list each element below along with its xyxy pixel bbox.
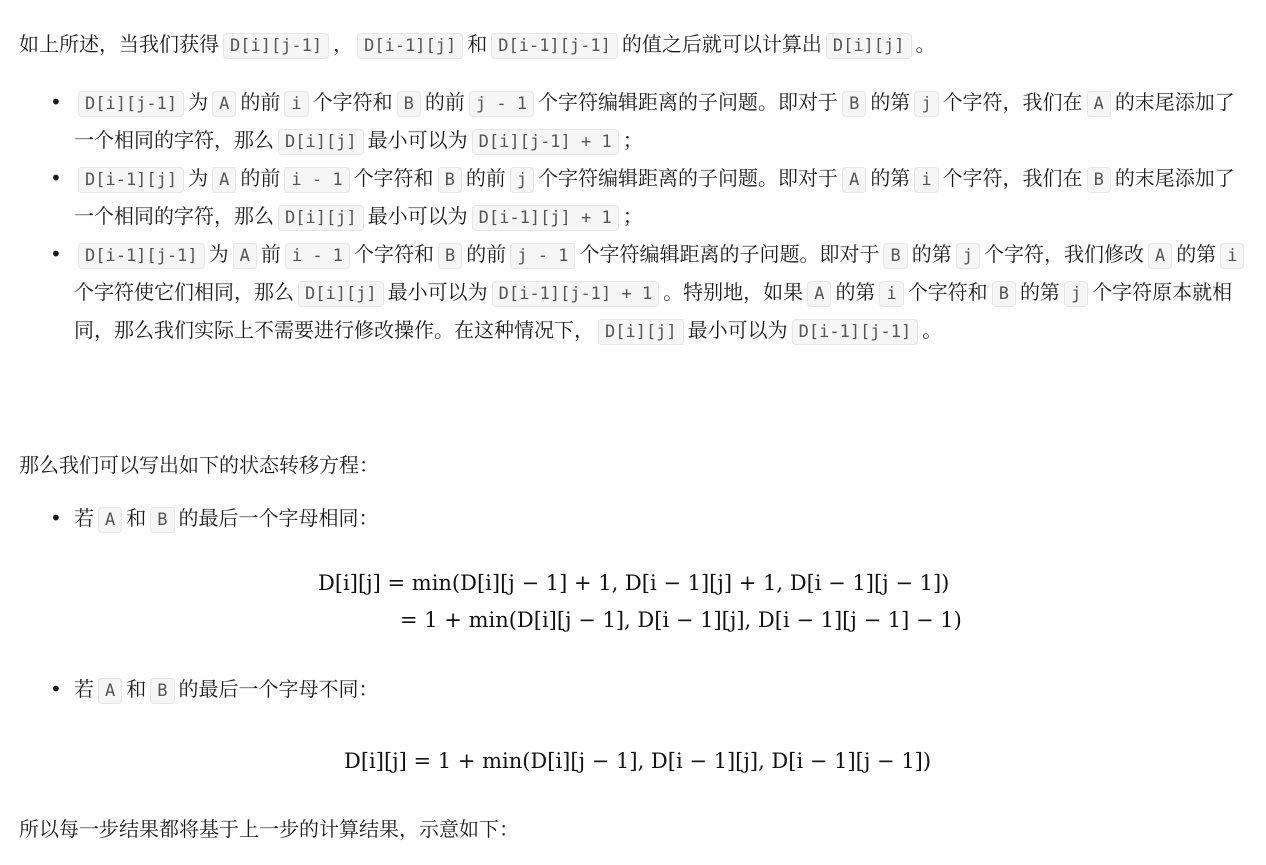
- inline-code: A: [212, 91, 236, 117]
- equation-diff: D[i][j] = 1 + min(D[i][j − 1], D[i − 1][j], D[i − 1][j − 1]): [344, 749, 932, 773]
- text: 最小可以为: [687, 318, 788, 342]
- text: 的最后一个字母不同：: [178, 677, 379, 701]
- text: 。: [915, 32, 936, 56]
- inline-code: D[i][j]: [278, 205, 364, 231]
- inline-code: A: [807, 281, 831, 307]
- inline-code: D[i-1][j]: [78, 167, 184, 193]
- text: 的第: [911, 242, 952, 266]
- inline-code: j - 1: [469, 91, 534, 117]
- text: 个字符使它们相同，那么: [74, 280, 294, 304]
- text: 的第: [1176, 242, 1217, 266]
- inline-code: i: [879, 281, 903, 307]
- equation-same-line-1: D[i][j] = min(D[i][j − 1] + 1, D[i − 1][j] + 1, D[i − 1][j − 1]): [318, 571, 950, 595]
- inline-code: A: [233, 243, 257, 269]
- inline-code: j: [510, 167, 534, 193]
- inline-code: D[i-1][j]: [357, 33, 463, 59]
- equation-same-line-2: = 1 + min(D[i][j − 1], D[i − 1][j], D[i − 1][j − 1] − 1): [400, 608, 962, 632]
- inline-code: A: [98, 678, 122, 704]
- inline-code: D[i][j]: [298, 281, 384, 307]
- inline-code: j: [914, 91, 938, 117]
- inline-code: B: [1087, 167, 1111, 193]
- bullet-icon: •: [50, 242, 62, 266]
- text: 个字符编辑距离的子问题。即对于: [579, 242, 880, 266]
- inline-code: D[i][j]: [278, 129, 364, 155]
- case-item-1: [0, 84, 1266, 160]
- inline-code: D[i][j]: [598, 319, 684, 345]
- diff-case-list: [0, 671, 1266, 709]
- text: 和: [467, 32, 488, 56]
- text: ；: [622, 128, 643, 152]
- inline-code: A: [842, 167, 866, 193]
- inline-code: B: [438, 167, 462, 193]
- text: 的第: [1019, 280, 1060, 304]
- inline-code: i - 1: [285, 243, 350, 269]
- inline-code: j - 1: [510, 243, 575, 269]
- text: ，: [333, 32, 354, 56]
- transition-intro: 那么我们可以写出如下的状态转移方程：: [19, 453, 379, 477]
- text: 个字符和: [353, 166, 434, 190]
- inline-code: B: [992, 281, 1016, 307]
- text: 个字符编辑距离的子问题。即对于: [538, 166, 839, 190]
- bullet-icon: •: [50, 677, 62, 701]
- text: 个字符，我们修改: [983, 242, 1144, 266]
- text: 个字符，我们在: [942, 90, 1083, 114]
- cases-list: [0, 84, 1266, 350]
- text: 如上所述，当我们获得: [19, 32, 219, 56]
- text: 和: [126, 506, 147, 530]
- text: 和: [126, 677, 147, 701]
- diff-case-item: [0, 671, 1266, 709]
- inline-code: i - 1: [284, 167, 349, 193]
- case-item-3: [0, 236, 1266, 350]
- inline-code: i: [1220, 243, 1244, 269]
- text: 个字符，我们在: [942, 166, 1083, 190]
- text: 个字符和: [907, 280, 988, 304]
- text: 的末尾添加了一个相同的字符，那么: [74, 166, 1235, 228]
- text: 最小可以为: [367, 204, 468, 228]
- text: 的前: [240, 166, 281, 190]
- text: 的前: [465, 166, 506, 190]
- inline-code: B: [150, 507, 174, 533]
- inline-code: D[i-1][j-1]: [491, 33, 618, 59]
- text: 为: [208, 242, 229, 266]
- inline-code: D[i-1][j-1] + 1: [492, 281, 660, 307]
- inline-code: A: [212, 167, 236, 193]
- text: 的第: [835, 280, 876, 304]
- inline-code: D[i-1][j-1]: [78, 243, 205, 269]
- inline-code: i: [914, 167, 938, 193]
- text: 的前: [424, 90, 465, 114]
- text: 最小可以为: [367, 128, 468, 152]
- text: 若: [74, 677, 94, 701]
- text: 个字符原本就相同，那么我们实际上不需要进行修改操作。在这种情况下，: [74, 280, 1233, 342]
- inline-code: B: [883, 243, 907, 269]
- inline-code: D[i-1][j-1]: [792, 319, 919, 345]
- inline-code: A: [1087, 91, 1111, 117]
- text: 的末尾添加了一个相同的字符，那么: [74, 90, 1235, 152]
- text: ；: [622, 204, 643, 228]
- text: 的第: [870, 166, 911, 190]
- inline-code: D[i][j-1] + 1: [472, 129, 619, 155]
- inline-code: B: [842, 91, 866, 117]
- inline-code: j: [956, 243, 980, 269]
- text: 为: [188, 166, 209, 190]
- text: 为: [188, 90, 209, 114]
- same-case-list: [0, 500, 1266, 538]
- inline-code: D[i-1][j] + 1: [472, 205, 619, 231]
- inline-code: A: [1148, 243, 1172, 269]
- text: 个字符编辑距离的子问题。即对于: [538, 90, 839, 114]
- text: 的第: [870, 90, 911, 114]
- text: 最小可以为: [387, 280, 488, 304]
- text: 的前: [466, 242, 507, 266]
- text: 的值之后就可以计算出: [621, 32, 822, 56]
- text: 个字符和: [354, 242, 435, 266]
- case-item-2: [0, 160, 1266, 236]
- text: 若: [74, 506, 94, 530]
- bullet-icon: •: [50, 506, 62, 530]
- same-case-item: [0, 500, 1266, 538]
- inline-code: B: [150, 678, 174, 704]
- text: 。特别地，如果: [663, 280, 804, 304]
- outro-paragraph: 所以每一步结果都将基于上一步的计算结果，示意如下：: [19, 817, 519, 841]
- bullet-icon: •: [50, 166, 62, 190]
- text: 前: [260, 242, 281, 266]
- inline-code: D[i][j-1]: [78, 91, 184, 117]
- bullet-icon: •: [50, 90, 62, 114]
- inline-code: B: [438, 243, 462, 269]
- text: 个字符和: [312, 90, 393, 114]
- inline-code: i: [284, 91, 308, 117]
- inline-code: B: [397, 91, 421, 117]
- intro-paragraph: [19, 26, 936, 64]
- text: 的最后一个字母相同：: [178, 506, 379, 530]
- text: 。: [922, 318, 943, 342]
- text: 的前: [240, 90, 281, 114]
- inline-code: D[i][j]: [826, 33, 912, 59]
- inline-code: j: [1064, 281, 1088, 307]
- inline-code: D[i][j-1]: [223, 33, 329, 59]
- inline-code: A: [98, 507, 122, 533]
